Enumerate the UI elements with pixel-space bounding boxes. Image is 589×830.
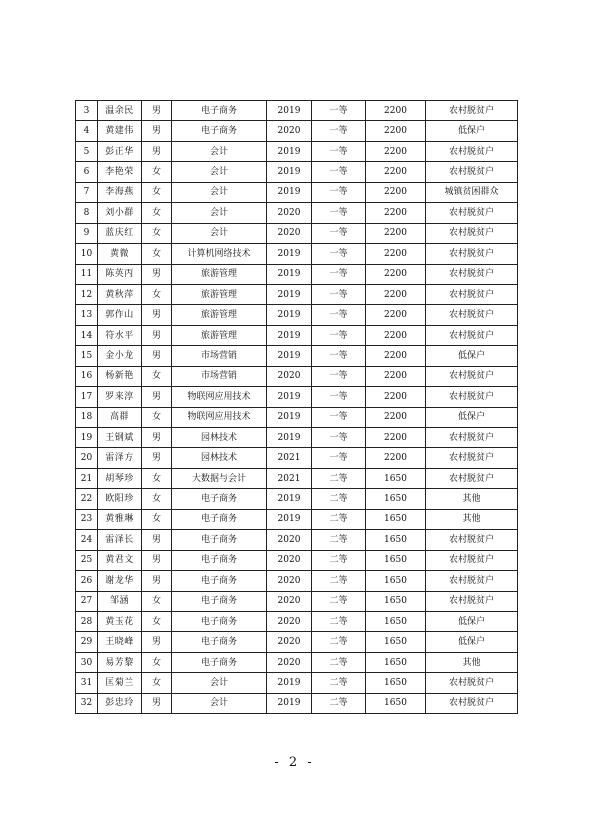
- grade-level-cell: 一等: [312, 182, 366, 202]
- amount-cell: 2200: [366, 182, 426, 202]
- major-cell: 市场营销: [172, 366, 267, 386]
- amount-cell: 2200: [366, 428, 426, 448]
- table-row: [76, 121, 518, 141]
- student-name-cell: 黄雅琳: [98, 509, 142, 529]
- major-cell: 电子商务: [172, 489, 267, 509]
- gender-cell: 女: [142, 162, 172, 182]
- row-number-cell: 3: [76, 101, 98, 121]
- category-cell: 农村脱贫户: [426, 468, 518, 488]
- category-cell: 农村脱贫户: [426, 571, 518, 591]
- student-name-cell: 符水平: [98, 325, 142, 345]
- table-row: [76, 284, 518, 304]
- major-cell: 物联网应用技术: [172, 407, 267, 427]
- amount-cell: 2200: [366, 244, 426, 264]
- amount-cell: 2200: [366, 284, 426, 304]
- student-name-cell: 王钢斌: [98, 428, 142, 448]
- grade-level-cell: 一等: [312, 141, 366, 161]
- amount-cell: 1650: [366, 489, 426, 509]
- grade-level-cell: 一等: [312, 346, 366, 366]
- student-name-cell: 匡菊兰: [98, 673, 142, 693]
- gender-cell: 男: [142, 632, 172, 652]
- row-number-cell: 22: [76, 489, 98, 509]
- row-number-cell: 13: [76, 305, 98, 325]
- amount-cell: 1650: [366, 652, 426, 672]
- student-name-cell: 高群: [98, 407, 142, 427]
- row-number-cell: 25: [76, 550, 98, 570]
- major-cell: 大数据与会计: [172, 468, 267, 488]
- category-cell: 农村脱贫户: [426, 530, 518, 550]
- category-cell: 其他: [426, 509, 518, 529]
- category-cell: 低保户: [426, 121, 518, 141]
- grade-level-cell: 二等: [312, 468, 366, 488]
- major-cell: 电子商务: [172, 632, 267, 652]
- student-name-cell: 黄微: [98, 244, 142, 264]
- year-cell: 2019: [267, 509, 312, 529]
- grade-level-cell: 二等: [312, 591, 366, 611]
- gender-cell: 女: [142, 468, 172, 488]
- category-cell: 农村脱贫户: [426, 366, 518, 386]
- amount-cell: 2200: [366, 387, 426, 407]
- year-cell: 2020: [267, 652, 312, 672]
- amount-cell: 1650: [366, 693, 426, 713]
- student-name-cell: 邹涵: [98, 591, 142, 611]
- gender-cell: 男: [142, 428, 172, 448]
- major-cell: 旅游管理: [172, 264, 267, 284]
- amount-cell: 2200: [366, 223, 426, 243]
- table-row: [76, 509, 518, 529]
- table-row: [76, 428, 518, 448]
- category-cell: 农村脱贫户: [426, 223, 518, 243]
- category-cell: 农村脱贫户: [426, 162, 518, 182]
- student-name-cell: 黄秋萍: [98, 284, 142, 304]
- table-row: [76, 203, 518, 223]
- gender-cell: 男: [142, 693, 172, 713]
- gender-cell: 男: [142, 530, 172, 550]
- category-cell: 农村脱贫户: [426, 591, 518, 611]
- year-cell: 2019: [267, 673, 312, 693]
- table-row: [76, 244, 518, 264]
- student-name-cell: 欧阳珍: [98, 489, 142, 509]
- row-number-cell: 10: [76, 244, 98, 264]
- year-cell: 2021: [267, 468, 312, 488]
- student-roster-table: [75, 100, 518, 714]
- major-cell: 物联网应用技术: [172, 387, 267, 407]
- category-cell: 低保户: [426, 346, 518, 366]
- table-row: [76, 387, 518, 407]
- major-cell: 旅游管理: [172, 325, 267, 345]
- amount-cell: 2200: [366, 448, 426, 468]
- student-name-cell: 刘小群: [98, 203, 142, 223]
- amount-cell: 2200: [366, 407, 426, 427]
- table-row: [76, 530, 518, 550]
- grade-level-cell: 一等: [312, 325, 366, 345]
- grade-level-cell: 一等: [312, 387, 366, 407]
- gender-cell: 男: [142, 101, 172, 121]
- grade-level-cell: 二等: [312, 632, 366, 652]
- grade-level-cell: 一等: [312, 203, 366, 223]
- grade-level-cell: 二等: [312, 550, 366, 570]
- year-cell: 2020: [267, 571, 312, 591]
- major-cell: 电子商务: [172, 101, 267, 121]
- major-cell: 电子商务: [172, 571, 267, 591]
- row-number-cell: 21: [76, 468, 98, 488]
- year-cell: 2019: [267, 407, 312, 427]
- table-row: [76, 264, 518, 284]
- student-name-cell: 李艳荣: [98, 162, 142, 182]
- gender-cell: 男: [142, 305, 172, 325]
- major-cell: 会计: [172, 693, 267, 713]
- grade-level-cell: 一等: [312, 223, 366, 243]
- major-cell: 会计: [172, 141, 267, 161]
- year-cell: 2019: [267, 305, 312, 325]
- year-cell: 2019: [267, 428, 312, 448]
- table-row: [76, 141, 518, 161]
- major-cell: 会计: [172, 162, 267, 182]
- year-cell: 2020: [267, 611, 312, 631]
- amount-cell: 2200: [366, 325, 426, 345]
- category-cell: 农村脱贫户: [426, 284, 518, 304]
- gender-cell: 女: [142, 509, 172, 529]
- student-name-cell: 罗来淳: [98, 387, 142, 407]
- grade-level-cell: 二等: [312, 673, 366, 693]
- student-name-cell: 郭作山: [98, 305, 142, 325]
- major-cell: 电子商务: [172, 121, 267, 141]
- amount-cell: 1650: [366, 632, 426, 652]
- gender-cell: 女: [142, 244, 172, 264]
- year-cell: 2020: [267, 591, 312, 611]
- major-cell: 电子商务: [172, 591, 267, 611]
- row-number-cell: 31: [76, 673, 98, 693]
- student-name-cell: 胡琴珍: [98, 468, 142, 488]
- amount-cell: 2200: [366, 101, 426, 121]
- year-cell: 2019: [267, 284, 312, 304]
- grade-level-cell: 一等: [312, 305, 366, 325]
- category-cell: 农村脱贫户: [426, 305, 518, 325]
- category-cell: 其他: [426, 489, 518, 509]
- gender-cell: 男: [142, 550, 172, 570]
- grade-level-cell: 二等: [312, 509, 366, 529]
- row-number-cell: 8: [76, 203, 98, 223]
- row-number-cell: 5: [76, 141, 98, 161]
- amount-cell: 2200: [366, 121, 426, 141]
- amount-cell: 1650: [366, 571, 426, 591]
- table-row: [76, 632, 518, 652]
- amount-cell: 2200: [366, 366, 426, 386]
- table-row: [76, 182, 518, 202]
- amount-cell: 1650: [366, 591, 426, 611]
- gender-cell: 男: [142, 121, 172, 141]
- table-row: [76, 693, 518, 713]
- page-number: - 2 -: [274, 755, 315, 770]
- gender-cell: 女: [142, 673, 172, 693]
- category-cell: 农村脱贫户: [426, 550, 518, 570]
- row-number-cell: 6: [76, 162, 98, 182]
- category-cell: 低保户: [426, 611, 518, 631]
- category-cell: 农村脱贫户: [426, 264, 518, 284]
- year-cell: 2021: [267, 448, 312, 468]
- table-row: [76, 448, 518, 468]
- table-row: [76, 468, 518, 488]
- row-number-cell: 12: [76, 284, 98, 304]
- major-cell: 电子商务: [172, 509, 267, 529]
- gender-cell: 男: [142, 346, 172, 366]
- gender-cell: 女: [142, 489, 172, 509]
- table-row: [76, 652, 518, 672]
- amount-cell: 1650: [366, 550, 426, 570]
- grade-level-cell: 二等: [312, 611, 366, 631]
- gender-cell: 女: [142, 611, 172, 631]
- major-cell: 电子商务: [172, 611, 267, 631]
- row-number-cell: 28: [76, 611, 98, 631]
- row-number-cell: 20: [76, 448, 98, 468]
- major-cell: 会计: [172, 182, 267, 202]
- category-cell: 农村脱贫户: [426, 428, 518, 448]
- major-cell: 电子商务: [172, 652, 267, 672]
- grade-level-cell: 一等: [312, 366, 366, 386]
- student-name-cell: 黄玉花: [98, 611, 142, 631]
- year-cell: 2019: [267, 162, 312, 182]
- category-cell: 农村脱贫户: [426, 203, 518, 223]
- table-row: [76, 407, 518, 427]
- grade-level-cell: 一等: [312, 284, 366, 304]
- major-cell: 会计: [172, 673, 267, 693]
- year-cell: 2020: [267, 530, 312, 550]
- row-number-cell: 30: [76, 652, 98, 672]
- major-cell: 园林技术: [172, 448, 267, 468]
- year-cell: 2019: [267, 141, 312, 161]
- year-cell: 2020: [267, 550, 312, 570]
- gender-cell: 男: [142, 141, 172, 161]
- student-name-cell: 雷泽长: [98, 530, 142, 550]
- gender-cell: 男: [142, 325, 172, 345]
- amount-cell: 1650: [366, 530, 426, 550]
- amount-cell: 2200: [366, 264, 426, 284]
- student-name-cell: 王晓峰: [98, 632, 142, 652]
- category-cell: 农村脱贫户: [426, 101, 518, 121]
- student-name-cell: 易芳黎: [98, 652, 142, 672]
- year-cell: 2019: [267, 101, 312, 121]
- table-row: [76, 489, 518, 509]
- amount-cell: 2200: [366, 162, 426, 182]
- row-number-cell: 17: [76, 387, 98, 407]
- row-number-cell: 19: [76, 428, 98, 448]
- amount-cell: 1650: [366, 611, 426, 631]
- row-number-cell: 29: [76, 632, 98, 652]
- row-number-cell: 9: [76, 223, 98, 243]
- student-name-cell: 雷泽方: [98, 448, 142, 468]
- row-number-cell: 24: [76, 530, 98, 550]
- year-cell: 2019: [267, 325, 312, 345]
- row-number-cell: 18: [76, 407, 98, 427]
- table-row: [76, 325, 518, 345]
- category-cell: 农村脱贫户: [426, 673, 518, 693]
- student-name-cell: 陈英丙: [98, 264, 142, 284]
- student-name-cell: 金小龙: [98, 346, 142, 366]
- grade-level-cell: 一等: [312, 407, 366, 427]
- row-number-cell: 16: [76, 366, 98, 386]
- major-cell: 电子商务: [172, 530, 267, 550]
- row-number-cell: 23: [76, 509, 98, 529]
- row-number-cell: 15: [76, 346, 98, 366]
- grade-level-cell: 一等: [312, 428, 366, 448]
- major-cell: 旅游管理: [172, 305, 267, 325]
- amount-cell: 2200: [366, 203, 426, 223]
- student-name-cell: 黄君文: [98, 550, 142, 570]
- table-row: [76, 305, 518, 325]
- amount-cell: 2200: [366, 305, 426, 325]
- row-number-cell: 11: [76, 264, 98, 284]
- major-cell: 会计: [172, 203, 267, 223]
- category-cell: 农村脱贫户: [426, 141, 518, 161]
- gender-cell: 女: [142, 591, 172, 611]
- table-row: [76, 366, 518, 386]
- amount-cell: 2200: [366, 346, 426, 366]
- year-cell: 2019: [267, 264, 312, 284]
- amount-cell: 2200: [366, 141, 426, 161]
- grade-level-cell: 二等: [312, 652, 366, 672]
- category-cell: 低保户: [426, 407, 518, 427]
- gender-cell: 男: [142, 448, 172, 468]
- year-cell: 2020: [267, 632, 312, 652]
- student-name-cell: 彭正华: [98, 141, 142, 161]
- gender-cell: 女: [142, 203, 172, 223]
- row-number-cell: 4: [76, 121, 98, 141]
- table-row: [76, 162, 518, 182]
- category-cell: 农村脱贫户: [426, 244, 518, 264]
- grade-level-cell: 二等: [312, 693, 366, 713]
- year-cell: 2019: [267, 489, 312, 509]
- grade-level-cell: 一等: [312, 244, 366, 264]
- grade-level-cell: 二等: [312, 530, 366, 550]
- grade-level-cell: 一等: [312, 121, 366, 141]
- gender-cell: 女: [142, 284, 172, 304]
- grade-level-cell: 二等: [312, 489, 366, 509]
- student-name-cell: 温余民: [98, 101, 142, 121]
- year-cell: 2019: [267, 387, 312, 407]
- grade-level-cell: 二等: [312, 571, 366, 591]
- year-cell: 2020: [267, 203, 312, 223]
- grade-level-cell: 一等: [312, 264, 366, 284]
- major-cell: 园林技术: [172, 428, 267, 448]
- category-cell: 农村脱贫户: [426, 448, 518, 468]
- student-name-cell: 李海燕: [98, 182, 142, 202]
- table-row: [76, 673, 518, 693]
- major-cell: 电子商务: [172, 550, 267, 570]
- student-name-cell: 谢龙华: [98, 571, 142, 591]
- grade-level-cell: 一等: [312, 448, 366, 468]
- table-row: [76, 223, 518, 243]
- gender-cell: 女: [142, 652, 172, 672]
- major-cell: 市场营销: [172, 346, 267, 366]
- category-cell: 城镇贫困群众: [426, 182, 518, 202]
- row-number-cell: 27: [76, 591, 98, 611]
- gender-cell: 男: [142, 387, 172, 407]
- gender-cell: 女: [142, 366, 172, 386]
- gender-cell: 男: [142, 264, 172, 284]
- student-name-cell: 彭忠玲: [98, 693, 142, 713]
- gender-cell: 女: [142, 407, 172, 427]
- major-cell: 计算机网络技术: [172, 244, 267, 264]
- category-cell: 农村脱贫户: [426, 387, 518, 407]
- major-cell: 旅游管理: [172, 284, 267, 304]
- year-cell: 2020: [267, 223, 312, 243]
- grade-level-cell: 一等: [312, 101, 366, 121]
- amount-cell: 1650: [366, 509, 426, 529]
- table-row: [76, 611, 518, 631]
- row-number-cell: 14: [76, 325, 98, 345]
- student-name-cell: 蓝庆红: [98, 223, 142, 243]
- table-body: [76, 101, 518, 714]
- row-number-cell: 32: [76, 693, 98, 713]
- table-row: [76, 550, 518, 570]
- table-row: [76, 346, 518, 366]
- student-name-cell: 杨新艳: [98, 366, 142, 386]
- amount-cell: 1650: [366, 673, 426, 693]
- year-cell: 2019: [267, 182, 312, 202]
- major-cell: 会计: [172, 223, 267, 243]
- amount-cell: 1650: [366, 468, 426, 488]
- table-row: [76, 101, 518, 121]
- gender-cell: 男: [142, 571, 172, 591]
- category-cell: 农村脱贫户: [426, 325, 518, 345]
- student-name-cell: 黄建伟: [98, 121, 142, 141]
- gender-cell: 女: [142, 182, 172, 202]
- row-number-cell: 7: [76, 182, 98, 202]
- year-cell: 2019: [267, 693, 312, 713]
- row-number-cell: 26: [76, 571, 98, 591]
- gender-cell: 女: [142, 223, 172, 243]
- year-cell: 2020: [267, 121, 312, 141]
- year-cell: 2020: [267, 366, 312, 386]
- year-cell: 2019: [267, 244, 312, 264]
- category-cell: 其他: [426, 652, 518, 672]
- table-row: [76, 571, 518, 591]
- table-row: [76, 591, 518, 611]
- year-cell: 2019: [267, 346, 312, 366]
- category-cell: 低保户: [426, 632, 518, 652]
- category-cell: 农村脱贫户: [426, 693, 518, 713]
- grade-level-cell: 一等: [312, 162, 366, 182]
